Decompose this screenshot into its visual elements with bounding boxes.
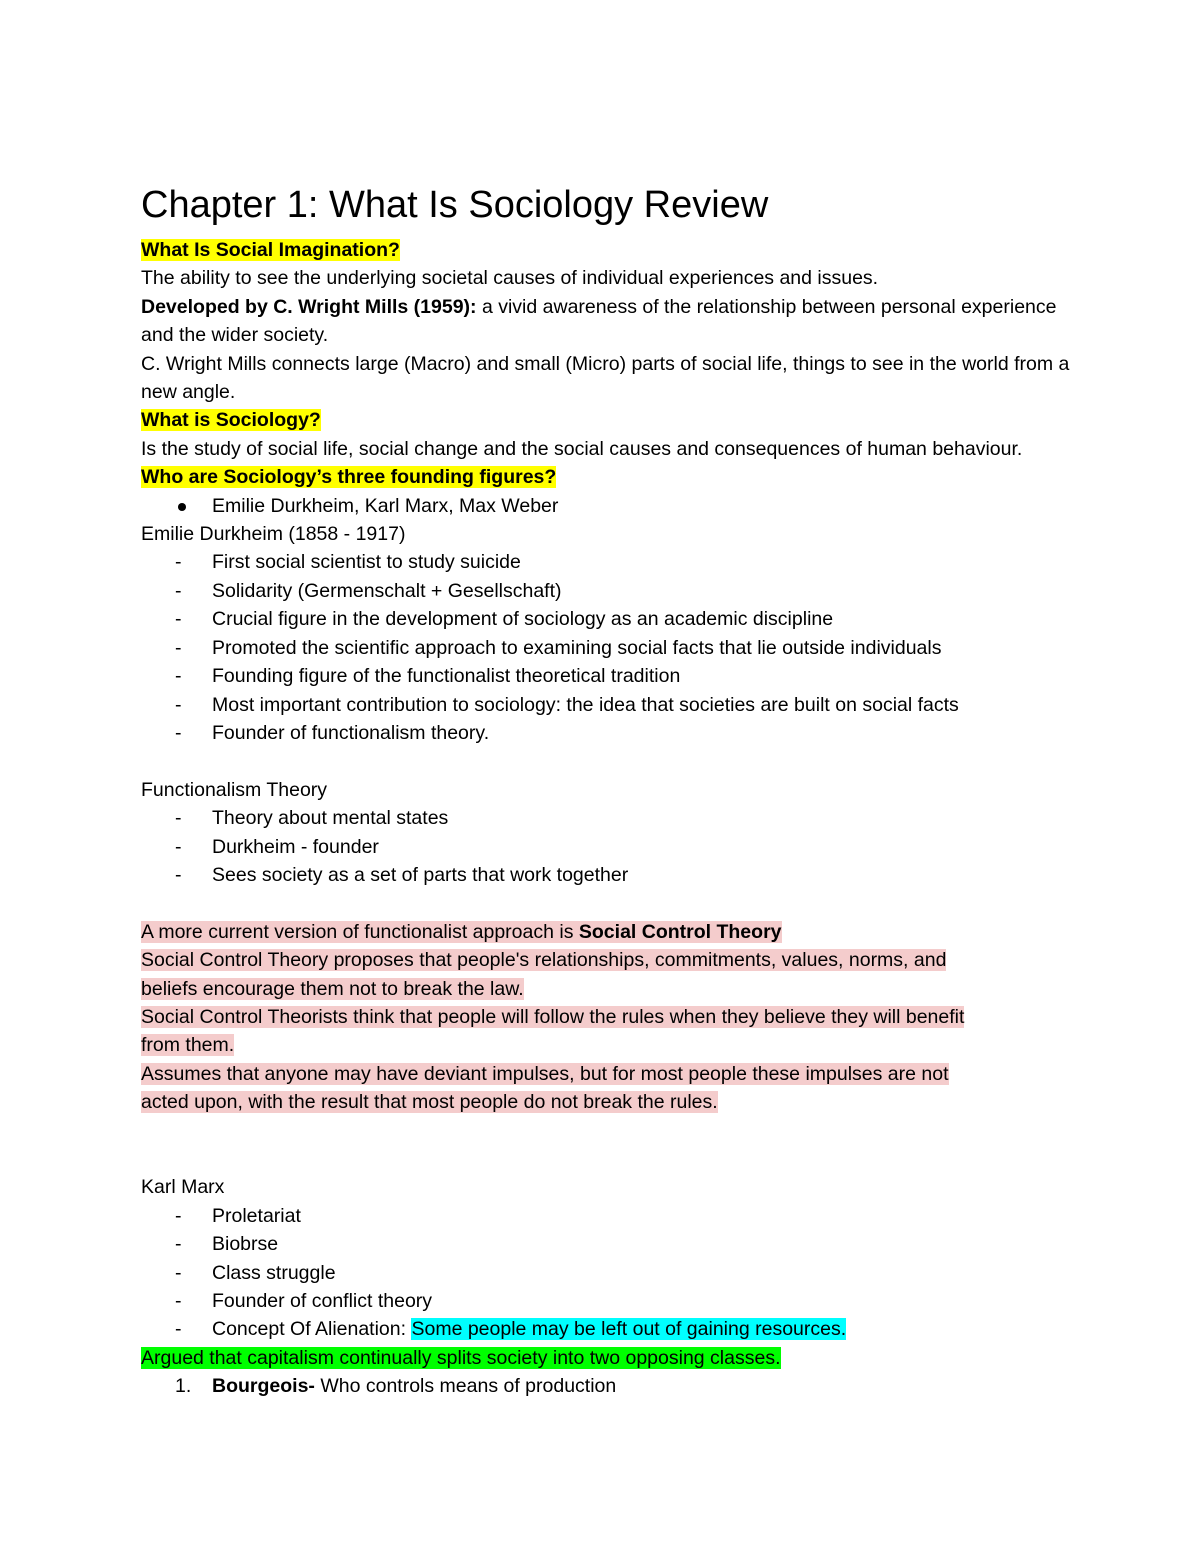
question-sociology xyxy=(141,406,1071,434)
question-founders xyxy=(141,463,1071,491)
durkheim-list xyxy=(141,548,1071,747)
highlighted-line: Social Control Theorists think that people will follow the rules when they believe they will benefit xyxy=(141,1005,965,1028)
question-social-imagination xyxy=(141,236,1071,264)
list-item: 1. Bourgeois- Who controls means of production xyxy=(141,1372,1071,1400)
highlighted-line: Social Control Theory proposes that people's relationships, commitments, values, norms, and xyxy=(141,949,947,972)
list-item: - Sees society as a set of parts that work together xyxy=(141,861,1071,889)
section-heading-functionalism: Functionalism Theory xyxy=(141,778,328,801)
paragraph: Is the study of social life, social change and the social causes and consequences of human behaviour. xyxy=(141,437,1023,460)
list-number: 1. xyxy=(175,1375,192,1398)
question-text: Who are Sociology’s three founding figures? xyxy=(141,466,557,489)
list-item: - Crucial figure in the development of sociology as an academic discipline xyxy=(141,605,1071,633)
document-page xyxy=(141,180,1071,1401)
dash-icon: - xyxy=(175,721,182,744)
list-item: Emilie Durkheim, Karl Marx, Max Weber xyxy=(141,492,1071,520)
list-item: - Class struggle xyxy=(141,1259,1071,1287)
dash-icon: - xyxy=(175,1261,182,1284)
dash-icon: - xyxy=(175,835,182,858)
dash-icon: - xyxy=(175,1233,182,1256)
dash-icon: - xyxy=(175,608,182,631)
dash-icon: - xyxy=(175,1204,182,1227)
list-item: - First social scientist to study suicide xyxy=(141,548,1071,576)
dash-icon: - xyxy=(175,665,182,688)
paragraph: C. Wright Mills connects large (Macro) and small (Micro) parts of social life, things to see in the world from a new angle. xyxy=(141,352,1070,404)
highlighted-line: Argued that capitalism continually splits society into two opposing classes. xyxy=(141,1346,781,1369)
bold-term: Social Control Theory xyxy=(578,920,782,943)
blank-lines xyxy=(141,1117,1071,1174)
list-item: - Proletariat xyxy=(141,1202,1071,1230)
list-item: - Most important contribution to sociology: the idea that societies are built on social facts xyxy=(141,691,1071,719)
list-item: - Solidarity (Germenschalt + Gesellschaft) xyxy=(141,577,1071,605)
list-item: - Durkheim - founder xyxy=(141,833,1071,861)
list-item: - Founder of conflict theory xyxy=(141,1287,1071,1315)
paragraph xyxy=(141,293,1071,350)
highlighted-line: acted upon, with the result that most people do not break the rules. xyxy=(141,1091,718,1114)
bold-term: Bourgeois- xyxy=(212,1375,315,1398)
list-item: - Founder of functionalism theory. xyxy=(141,719,1071,747)
marx-list xyxy=(141,1202,1071,1344)
highlighted-line: Assumes that anyone may have deviant impulses, but for most people these impulses are not xyxy=(141,1062,949,1085)
dash-icon: - xyxy=(175,1289,182,1312)
functionalism-list xyxy=(141,804,1071,889)
list-item: - Biobrse xyxy=(141,1230,1071,1258)
list-item: - Theory about mental states xyxy=(141,804,1071,832)
question-text: What is Sociology? xyxy=(141,409,321,432)
paragraph-text: a vivid awareness of the relationship between personal experience and the wider society. xyxy=(141,295,1057,347)
list-item: - Concept Of Alienation: Some people may be left out of gaining resources. xyxy=(141,1315,1071,1343)
blank-line xyxy=(141,747,1071,775)
classes-list xyxy=(141,1372,1071,1400)
page-title: Chapter 1: What Is Sociology Review xyxy=(141,184,769,226)
blank-line xyxy=(141,889,1071,917)
bullet-icon xyxy=(178,503,186,511)
dash-icon: - xyxy=(175,579,182,602)
list-item: - Promoted the scientific approach to examining social facts that lie outside individuals xyxy=(141,634,1071,662)
dash-icon: - xyxy=(175,636,182,659)
dash-icon: - xyxy=(175,551,182,574)
paragraph: The ability to see the underlying societal causes of individual experiences and issues. xyxy=(141,267,879,290)
dash-icon: - xyxy=(175,693,182,716)
question-text: What Is Social Imagination? xyxy=(141,239,400,261)
highlighted-text: Some people may be left out of gaining resources. xyxy=(411,1318,847,1341)
section-heading-durkheim: Emilie Durkheim (1858 - 1917) xyxy=(141,523,406,546)
section-heading-marx: Karl Marx xyxy=(141,1176,225,1199)
bold-lead: Developed by C. Wright Mills (1959): xyxy=(141,295,477,318)
highlighted-line: from them. xyxy=(141,1034,235,1057)
highlighted-line: beliefs encourage them not to break the law. xyxy=(141,977,524,1000)
list-item: - Founding figure of the functionalist theoretical tradition xyxy=(141,662,1071,690)
dash-icon: - xyxy=(175,863,182,886)
founders-list xyxy=(141,492,1071,520)
dash-icon: - xyxy=(175,1318,182,1341)
dash-icon: - xyxy=(175,807,182,830)
social-control-intro: A more current version of functionalist approach is Social Control Theory xyxy=(141,920,782,943)
